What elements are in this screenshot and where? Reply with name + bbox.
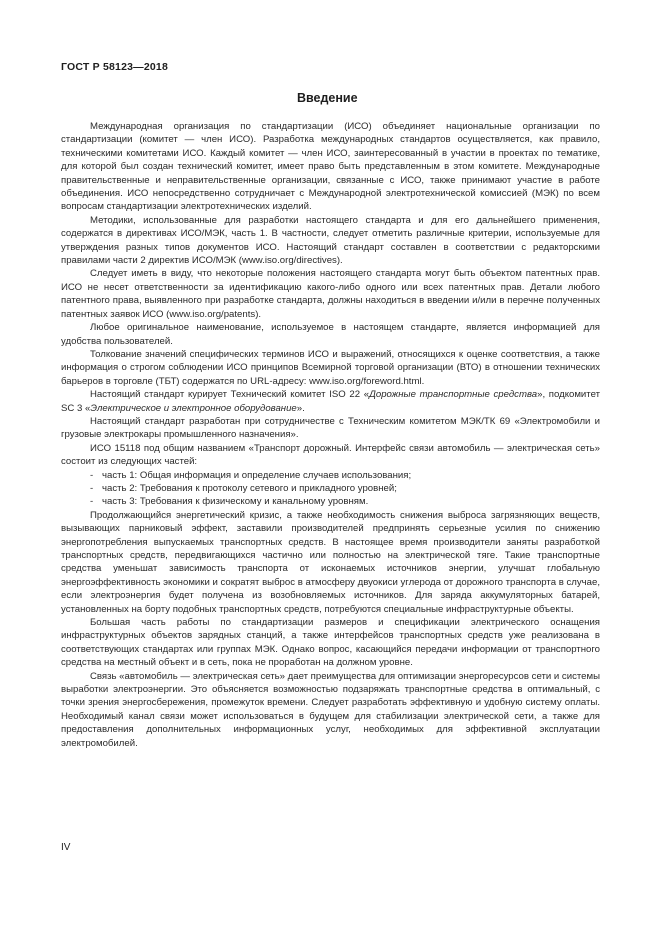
- paragraph-energy-crisis: Продолжающийся энергетический кризис, а также необходимость снижения выброса загрязняющих веществ, вызывающих парниковый эффект, заставили производителей предпринять серьезные усилия по снижению энергопотребления выпускаемых транспортных средств. В настоящее время производители заняты разработкой транспортных средств, передвигающихся частично или полностью на электрической тяге. Такие транспортные средства уменьшат зависимость транспорта от исконаемых источников энергии, улучшат глобальную энергоэффективность экономики и сократят выброс в атмосферу двуокиси углерода от дорожного транспорта в случае, если электроэнергия будет получена из возобновляемых источников. Для заряда аккумуляторных батарей, установленных на борту подобных транспортных средств, потребуются специальные инфраструктурные объекты.: [61, 509, 600, 615]
- list-item: [61, 482, 600, 495]
- list-item: [61, 469, 600, 482]
- committee-text-3: ».: [296, 402, 305, 414]
- paragraph-trade-names: Любое оригинальное наименование, используемое в настоящем стандарте, является информацией для удобства пользователей.: [61, 322, 600, 347]
- list-item: [61, 495, 600, 508]
- paragraph-iso-15118: ИСО 15118 под общим названием «Транспорт дорожный. Интерфейс связи автомобиль — электрическая сеть» состоит из следующих частей:: [61, 442, 600, 468]
- paragraph-standardization-work: Большая часть работы по стандартизации размеров и спецификации электрического оснащения инфраструктурных объектов зарядных станций, а также интерфейсов транспортных средств уже реализована в соответствующих стандартах или группах МЭК. Однако вопрос, касающийся передачи информации от транспортного средства на местный объект и в сеть, пока не проработан на должном уровне.: [61, 617, 600, 669]
- section-title: Введение: [297, 91, 358, 105]
- list-dash: -: [90, 496, 94, 508]
- paragraph-patents: Следует иметь в виду, что некоторые положения настоящего стандарта могут быть объектом патентных прав. ИСО не несет ответственности за идентификацию какого-либо одного или всех патентных прав. Детали любого патентного права, выявленного при разработке стандарта, должны находиться в введении и/или в перечне полученных патентных заявок ИСО (www.iso.org/patents).: [61, 268, 600, 320]
- list-dash: -: [90, 482, 94, 494]
- committee-text-1: Настоящий стандарт курирует Технический комитет ISO 22 «: [90, 389, 370, 401]
- paragraph-iec-cooperation: Настоящий стандарт разработан при сотрудничестве с Техническим комитетом МЭК/ТК 69 «Электромобили и грузовые электрокары промышленного назначения».: [61, 415, 600, 441]
- list-item-text: часть 1: Общая информация и определение случаев использования;: [102, 469, 412, 481]
- paragraph-wto: Толкование значений специфических терминов ИСО и выражений, относящихся к оценке соответствия, а также информация о строгом соблюдении ИСО принципов Всемирной торговой организации (ВТО) в отношении технических барьеров в торговле (ТБТ) содержатся по URL-адресу: www.iso.org/foreword.html.: [61, 348, 600, 387]
- subcommittee-name-emphasis: Электрическое и электронное оборудование: [90, 402, 297, 414]
- paragraph-iso-organization: Международная организация по стандартизации (ИСО) объединяет национальные организации по стандартизации (комитет — член ИСО). Разработка международных стандартов осуществляется, как правило, техническими комитетами ИСО. Каждый комитет — член ИСО, заинтересованный в участии в проектах по тематике, для которой был создан технический комитет, имеет право быть представленным в этом комитете. Международные правительственные и неправительственные организации, связанные с ИСО, также принимают участие в работе объединения. ИСО непосредственно сотрудничает с Международной электротехнической комиссией (МЭК) по всем вопросам стандартизации электротехнических изделий.: [61, 121, 600, 213]
- paragraph-vehicle-grid: Связь «автомобиль — электрическая сеть» дает преимущества для оптимизации энергоресурсов сети и системы выработки электроэнергии. Это объясняется возможностью подзаряжать транспортные средства в оптимальный, с точки зрения энергосбережения, промежуток времени. Следует разработать эффективную и удобную систему оплаты. Необходимый канал связи может использоваться в будущем для стабилизации электрической сети, а также для предоставления дополнительных информационных услуг, необходимых для эффективной эксплуатации электромобилей.: [61, 670, 600, 749]
- page-number: IV: [61, 842, 71, 853]
- committee-name-emphasis: Дорожные транспортные средства: [369, 389, 538, 401]
- body-text: [61, 120, 600, 750]
- list-item-text: часть 2: Требования к протоколу сетевого и прикладного уровней;: [102, 482, 397, 494]
- list-item-text: часть 3: Требования к физическому и канальному уровням.: [102, 496, 369, 508]
- paragraph-methods: Методики, использованные для разработки настоящего стандарта и для его дальнейшего применения, содержатся в директивах ИСО/МЭК, часть 1. В частности, следует отметить различные критерии, используемые для утверждения разных типов документов ИСО. Настоящий стандарт составлен в соответствии с редакторскими правилами части 2 директив ИСО/МЭК (www.iso.org/directives).: [61, 214, 600, 267]
- list-dash: -: [90, 469, 94, 481]
- paragraph-committee: [61, 388, 600, 415]
- document-header: ГОСТ Р 58123—2018: [61, 61, 169, 73]
- committee-text-2: », подкомитет SC 3 «: [61, 389, 600, 414]
